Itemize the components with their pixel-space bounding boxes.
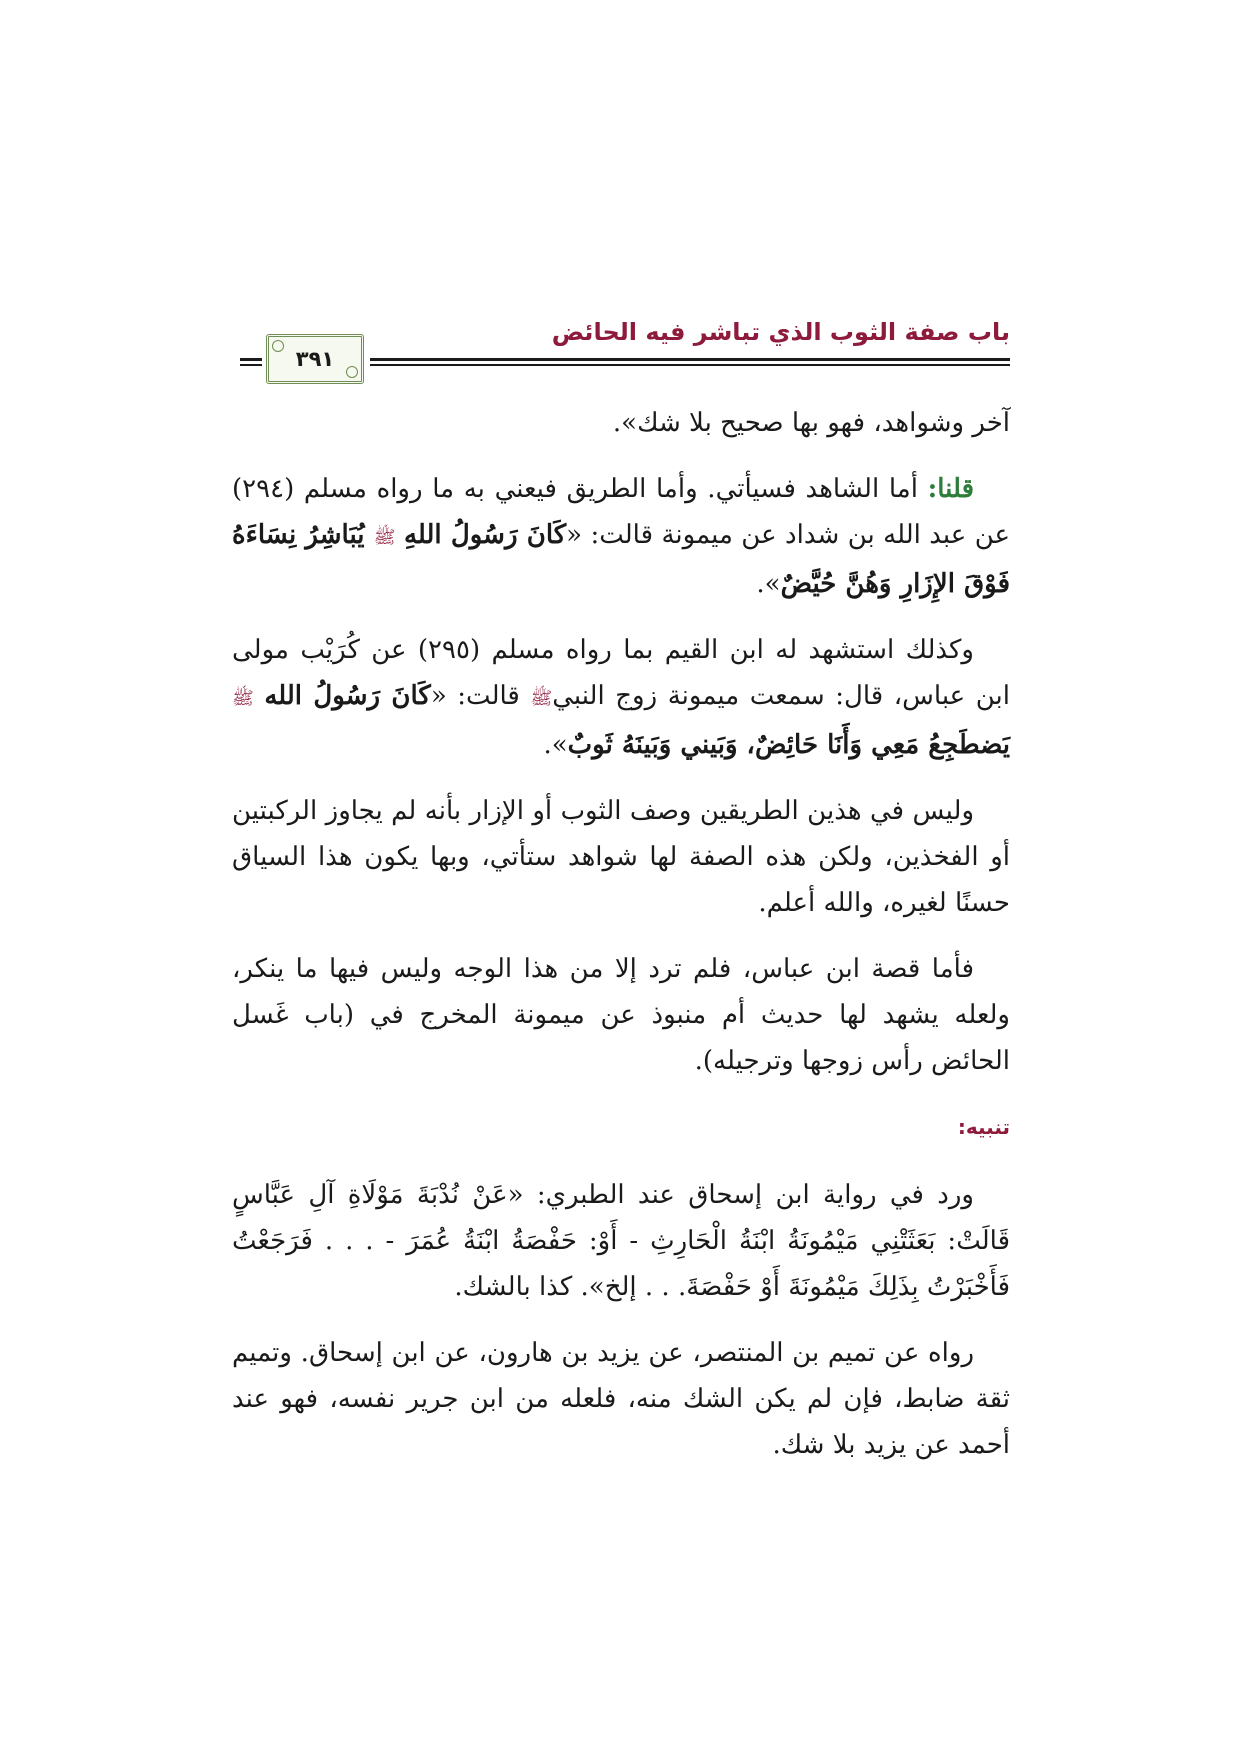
paragraph-text: قالت: «	[430, 681, 531, 711]
header-rule-thin	[370, 364, 1010, 366]
paragraph-5: فأما قصة ابن عباس، فلم ترد إلا من هذا الوجه وليس فيها ما ينكر، ولعله يشهد لها حديث أم منبوذ عن ميمونة المخرج في (باب غَسل الحائض رأس زوجها وترجيله).	[232, 954, 1010, 1076]
hadith-text: يُبَاشِرُ نِسَاءَهُ فَوْقَ الإِزَارِ وَهُنَّ حُيَّضٌ	[232, 520, 1010, 599]
paragraph-3	[232, 627, 1010, 768]
chapter-title: باب صفة الثوب الذي تباشر فيه الحائض	[551, 318, 1010, 346]
page-number: ٣٩١	[295, 347, 335, 371]
quote-close: ».	[543, 730, 568, 760]
note-heading: تنبيه:	[957, 1115, 1010, 1139]
paragraph-7: رواه عن تميم بن المنتصر، عن يزيد بن هارون، عن ابن إسحاق. وتميم ثقة ضابط، فإن لم يكن الشك منه، فلعله من ابن جرير نفسه، فهو عند أحمد عن يزيد بلا شك.	[232, 1338, 1010, 1460]
paragraph-text: وكذلك استشهد له ابن القيم بما رواه مسلم (٢٩٥) عن كُرَيْب مولى ابن عباس، قال: سمعت ميمونة زوج النبي	[232, 635, 1011, 711]
hadith-text: يَضطَجِعُ مَعِي وَأَنَا حَائِضٌ، وَبَيني وَبَينَهُ ثَوبٌ	[567, 730, 1010, 760]
paragraph-4: وليس في هذين الطريقين وصف الثوب أو الإزار بأنه لم يجاوز الركبتين أو الفخذين، ولكن هذه الصفة لها شواهد ستأتي، وبها يكون هذا السياق حسنًا لغيره، والله أعلم.	[232, 796, 1010, 918]
hadith-text: كَانَ رَسُولُ الله	[264, 681, 431, 711]
paragraph-text: أما الشاهد فسيأتي. وأما الطريق فيعني به ما رواه مسلم (٢٩٤) عن عبد الله بن شداد عن ميمونة قالت: «	[232, 474, 1011, 550]
page-number-badge	[266, 334, 364, 384]
header-rule-left-thin	[240, 364, 262, 366]
hadith-text: كَانَ رَسُولُ اللهِ	[403, 520, 567, 550]
paragraph-1: آخر وشواهد، فهو بها صحيح بلا شك».	[612, 408, 1010, 438]
honorific-glyph: ﷺ	[373, 527, 396, 548]
page-header	[240, 312, 1010, 384]
paragraph-lead: قلنا:	[927, 474, 974, 504]
quote-close: ».	[756, 569, 781, 599]
paragraph-2	[232, 466, 1010, 607]
header-rule-left	[240, 358, 262, 361]
page-body	[232, 400, 1010, 1488]
honorific-glyph: ﷺ	[530, 688, 553, 709]
paragraph-6: ورد في رواية ابن إسحاق عند الطبري: «عَنْ نُدْبَةَ مَوْلَاةِ آلِ عَبَّاسٍ قَالَتْ: بَعَثَتْنِي مَيْمُونَةُ ابْنَةُ الْحَارِثِ - أَوْ: حَفْصَةُ ابْنَةُ عُمَرَ - . . . فَرَجَعْتُ فَأَخْبَرْتُ بِذَلِكَ مَيْمُونَةَ أَوْ حَفْصَةَ. . . إلخ». كذا بالشك.	[232, 1180, 1010, 1302]
header-rule	[370, 358, 1010, 361]
honorific-glyph: ﷺ	[232, 688, 254, 709]
